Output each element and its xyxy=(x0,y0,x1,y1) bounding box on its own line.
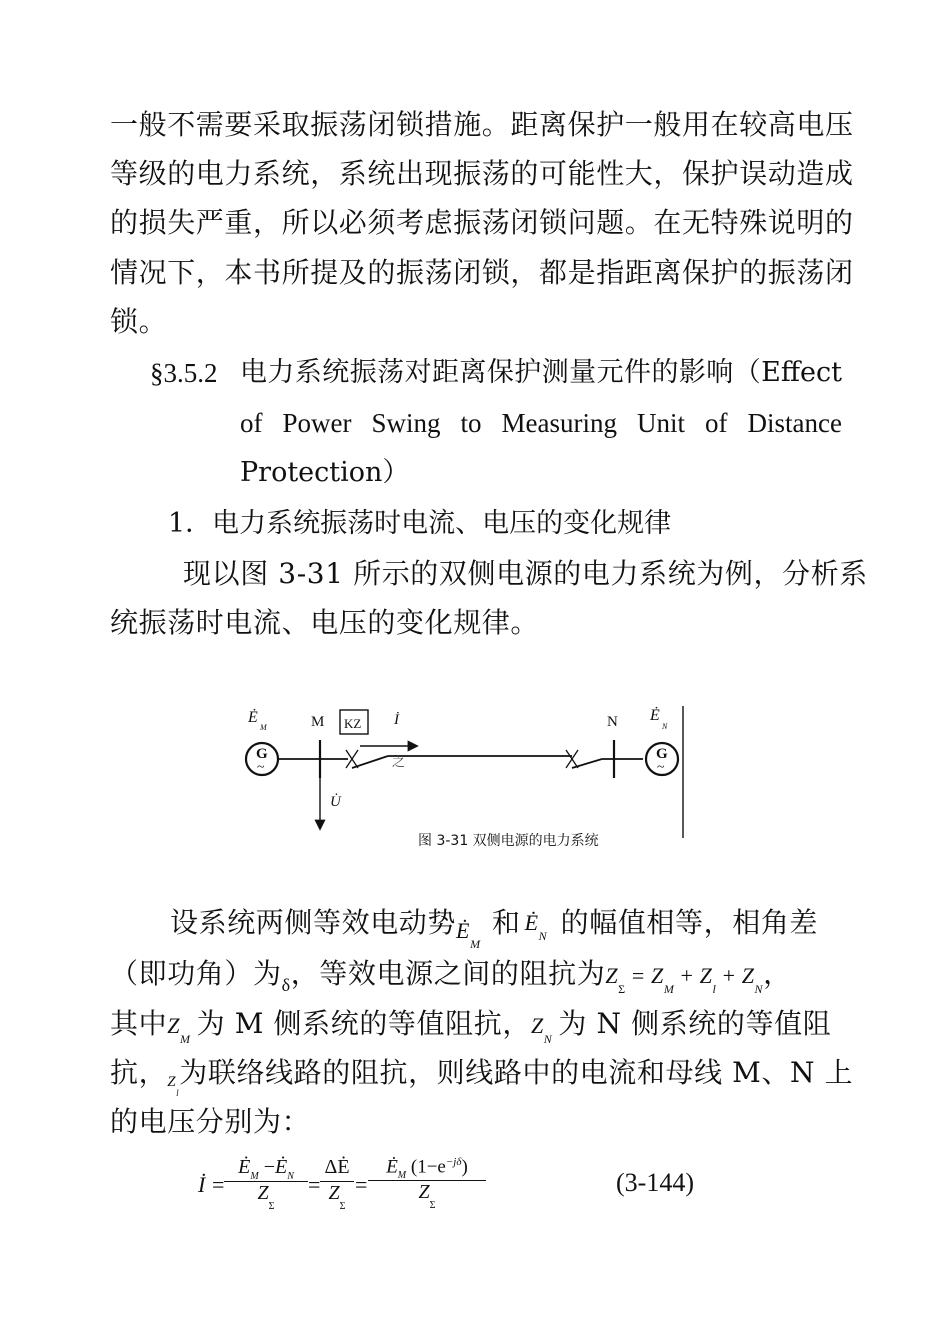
label-em-sub: M xyxy=(260,723,267,732)
text-run: ， xyxy=(763,957,792,990)
switch-n xyxy=(572,759,602,768)
generator-g-n: G xyxy=(656,746,668,762)
paragraph-line: 一般不需要采取振荡闭锁措施。距离保护一般用在较高电压 xyxy=(110,108,854,141)
section-number: §3.5.2 xyxy=(150,358,218,388)
delta-symbol: δ xyxy=(281,975,291,995)
subsection-title: 1．电力系统振荡时电流、电压的变化规律 xyxy=(168,508,672,539)
math-em: $Ė_M$ xyxy=(456,918,481,951)
power-system-diagram xyxy=(230,690,700,850)
switch-m xyxy=(352,756,388,768)
eq-fraction-3: $Ė_M$ $(1-e^{-j\delta})$ $Z_\Sigma$ xyxy=(368,1156,486,1204)
paragraph-line xyxy=(110,957,850,996)
text-run: （即功角）为 xyxy=(110,957,282,990)
eq-fraction-1: $Ė_M$ $-Ė_N$ $Z_\Sigma$ xyxy=(224,1156,308,1205)
eq-lhs: İ xyxy=(198,1172,206,1197)
text-run: 的幅值相等，相角差 xyxy=(560,906,819,939)
text-run: 设系统两侧等效电动势 xyxy=(170,906,457,939)
text-run: 其中 xyxy=(110,1007,168,1040)
label-kz: KZ xyxy=(344,716,362,731)
text-run: 抗， xyxy=(110,1056,168,1089)
generator-g-m: G xyxy=(256,746,268,762)
equation-number: (3-144) xyxy=(616,1168,694,1197)
paragraph-line: 锁。 xyxy=(110,305,168,338)
section-title-line: 电力系统振荡对距离保护测量元件的影响（Effect xyxy=(240,357,842,388)
paragraph-line: 现以图 3-31 所示的双侧电源的电力系统为例，分析系 xyxy=(183,557,868,590)
paragraph-line: 等级的电力系统，系统出现振荡的可能性大，保护误动造成 xyxy=(110,157,854,190)
text-run: ，等效电源之间的阻抗为 xyxy=(290,957,606,990)
eq-fraction-2: ΔĖ $Z_\Sigma$ xyxy=(320,1156,354,1205)
label-i: İ xyxy=(394,712,399,728)
math-zn: $Z_N$ xyxy=(530,1013,553,1046)
text-run: 和 xyxy=(492,906,521,939)
label-em: Ė xyxy=(248,709,258,726)
fault-mark: 之 xyxy=(392,755,406,770)
math-en: $Ė_N$ xyxy=(524,910,548,943)
math-zl: $Z_l$ xyxy=(167,1074,180,1098)
section-title-line: of Power Swing to Measuring Unit of Distance xyxy=(240,408,842,438)
label-n: N xyxy=(607,714,618,730)
label-en: Ė xyxy=(650,707,660,724)
paragraph-line: 情况下，本书所提及的振荡闭锁，都是指距离保护的振荡闭 xyxy=(110,256,854,289)
eq-sign: = xyxy=(355,1172,368,1197)
generator-tilde-m: ~ xyxy=(257,760,265,775)
eq-sign: = xyxy=(212,1172,225,1197)
label-en-sub: N xyxy=(662,722,668,731)
paragraph-line xyxy=(170,906,842,956)
math-zm: $Z_M$ xyxy=(167,1013,191,1046)
text-run: 为 N 侧系统的等值阻 xyxy=(558,1007,832,1040)
eq-sign: = xyxy=(308,1172,321,1197)
text-run: 为 M 侧系统的等值阻抗， xyxy=(196,1007,531,1040)
paragraph-line: 的电压分别为： xyxy=(110,1105,311,1138)
equation-3-144 xyxy=(198,1156,498,1236)
generator-tilde-n: ~ xyxy=(657,760,665,775)
label-m: M xyxy=(311,714,325,730)
math-zsum: $Z_\Sigma = Z_M + Z_l + Z_N$ xyxy=(605,963,764,996)
figure-caption: 图 3-31 双侧电源的电力系统 xyxy=(418,833,599,849)
text-run: 为联络线路的阻抗，则线路中的电流和母线 M、N 上 xyxy=(179,1056,854,1089)
paragraph-line: 统振荡时电流、电压的变化规律。 xyxy=(110,606,540,639)
section-title-line: Protection） xyxy=(240,457,410,488)
paragraph-line xyxy=(110,1007,850,1046)
paragraph-line xyxy=(110,1056,854,1098)
paragraph-line: 的损失严重，所以必须考虑振荡闭锁问题。在无特殊说明的 xyxy=(110,206,854,239)
label-u: U̇ xyxy=(330,794,341,810)
